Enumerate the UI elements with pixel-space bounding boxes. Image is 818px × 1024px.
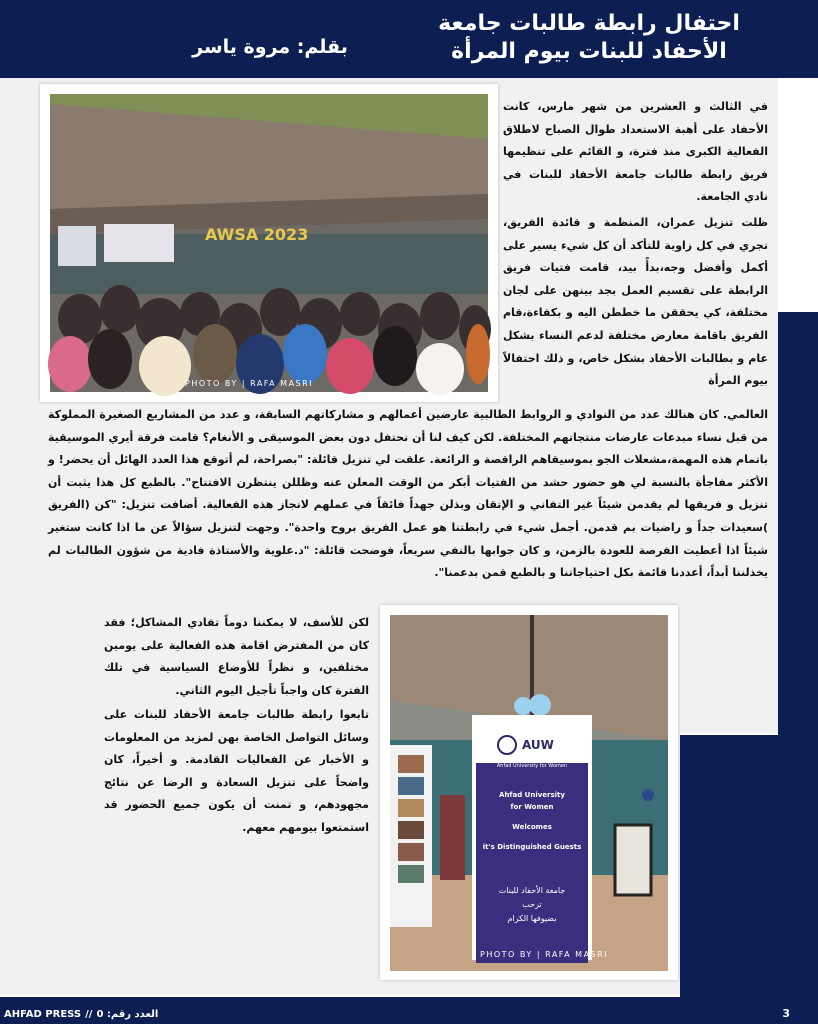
banner-line-2: for Women [510, 803, 554, 811]
photo-crowd [40, 84, 498, 402]
photo-crowd-frame [40, 84, 498, 402]
banner-line-3: Welcomes [512, 823, 552, 831]
paragraph-5: تابعوا رابطة طالبات جامعة الأحفاد للبنات على وسائل التواصل الخاصة بهن لمزيد من المعلومات و الأخبار عن الفعاليات القادمة. و أخيراً، كان واضحاً على تنزيل السعادة و الرضا عن نتائج مجهودهم، و تمنت أن يكون جميع الحضور قد استمتعوا بيومهم معهم. [104, 708, 369, 834]
banner-ar-1: جامعة الأحفاد للبنات [498, 886, 566, 895]
footer-masthead [4, 1009, 158, 1020]
banner-logo-sub-en: Ahfad University for Women [496, 763, 568, 769]
photo-crowd-banner-text: AWSA 2023 [205, 225, 309, 244]
paragraph-2: ظلت تنزيل عمران، المنظمة و قائدة الفريق، تجري في كل زاوية للتأكد أن كل شيء يسير على أكمل وأفضل وجه،بدأً بيد، قامت فتيات فريق الرابطة على تقسيم العمل بجد بينهن على لجان مختلفة، كي يحققن ما خططن اليه و بكفاءة،قام الفريق باقامة معارض مختلفة لدعم النساء بشكل عام و بطالبات الأحفاد بشكل خاص، و ذلك احتفالاً بيوم المرأة [503, 216, 768, 388]
right-accent-bar [778, 312, 818, 997]
banner-line-1: Ahfad University [499, 791, 565, 799]
paragraph-3: العالمي. كان هنالك عدد من النوادي و الروابط الطالبية عارضين أعمالهم و مشاركاتهم السابقة، و عدد من المشاريع الصغيرة المملوكة من قبل نساء مبدعات عارضات منتجاتهم المختلفة. لكن كيف لنا أن نحتفل دون بعض الموسيقى و الأنغام؟ قامت فرقة أيري الموسيقية باتمام هذه المهمة،مشعلات الجو بموسيقاهم الراقصة و الرائعة. علقت لي تنزيل قائلة: "بصراحة، لم أتوقع هذا العدد الهائل أن يحضر! و الأكثر مفاجأة بالنسبة لي هو حضور حشد من الفتيات أبكر من الوقت المعلن عنه وظللن ينتظرن الافتتاح". بالطبع كل هذا يثبت أن تنزيل و فريقها لم يقدمن شيئاً غير التفاني و الإتقان وبذلن جهداً فائقاً في عملهم لانجاز هذه الفعالية. أضافت تنزيل: "كن (الفريق )سعيدات جداً و راضيات بم قدمن. أجمل شيء في رابطتنا هو عمل الفريق بروح واحدة". وجهت لتنزيل سؤالاً عن ما اذا كانت ستغير شيئاً اذا أعطيت الفرصة للعودة بالزمن، و كان جوابها بالنفي سريعاً، فوضحت قائلة: "د.علوية والأستاذة فادية من شؤون الطالبات لم يخذلننا أبداً، أعددنا قائمة بكل احتياجاتنا و بالطبع قمن بدعمنا". [48, 408, 768, 580]
right-accent-block [680, 735, 778, 997]
photo-welcome-banner [380, 605, 678, 980]
banner-logo: AUW [522, 738, 554, 752]
page-number: 3 [782, 1007, 790, 1020]
banner-ar-3: بضيوفها الكرام [507, 914, 557, 923]
banner-line-4: it's Distinguished Guests [482, 843, 582, 851]
author-byline: بقلم: مروة ياسر [192, 36, 348, 58]
photo-crowd-credit: PHOTO BY | RAFA MASRI [185, 379, 314, 388]
banner-ar-2: ترحب [522, 900, 542, 909]
paragraph-1: في الثالث و العشرين من شهر مارس، كانت الأحفاد على أهبة الاستعداد طوال الصباح لاطلاق الفعالية الكبرى منذ فترة، و القائم على تنظيمها فريق رابطة طالبات جامعة الأحفاد للبنات في نادي الجامعة. [503, 100, 768, 204]
footer-separator: // [85, 1009, 93, 1020]
photo-banner-credit: PHOTO BY | RAFA MASRI [480, 950, 609, 959]
paragraph-4: لكن للأسف، لا يمكننا دوماً تفادي المشاكل؛ فقد كان من المفترض اقامة هذه الفعالية على يومين مختلفين، و نظراً للأوضاع السياسية في تلك الفترة كان واجباً تأجيل اليوم الثاني. [104, 616, 369, 697]
footer-issue: العدد رقم: 0 [96, 1009, 159, 1020]
photo-banner-frame [380, 605, 678, 980]
article-title: احتفال رابطة طالبات جامعة الأحفاد للبنات بيوم المرأة [438, 11, 740, 64]
footer-press-name: AHFAD PRESS [4, 1009, 82, 1020]
